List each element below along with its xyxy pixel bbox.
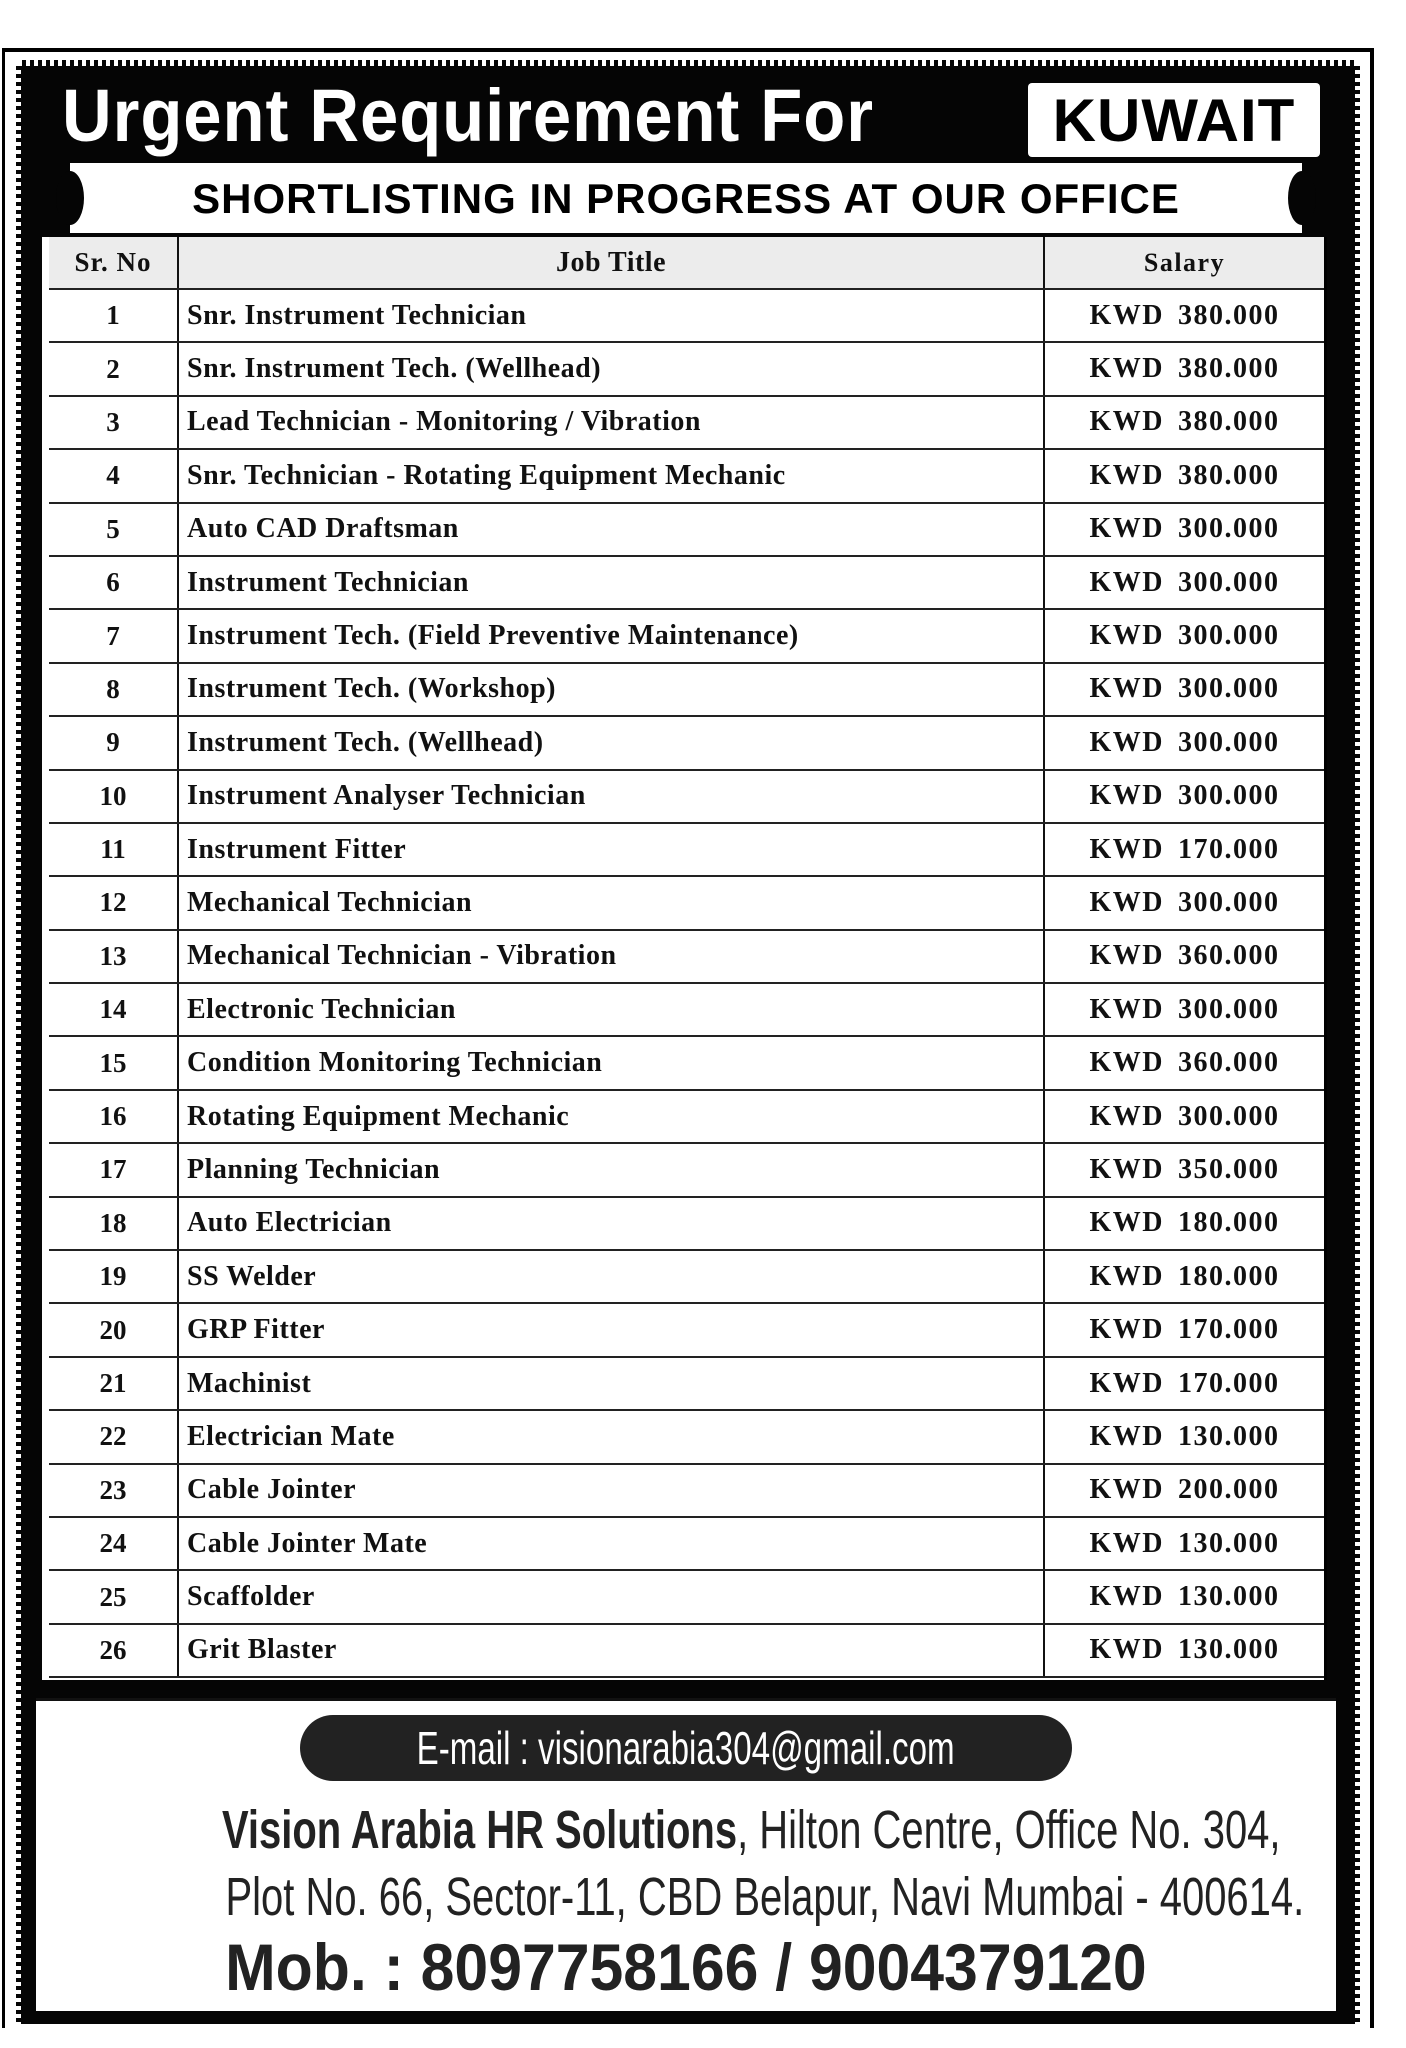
table-row bbox=[49, 396, 1324, 449]
salary-amount: 130.000 bbox=[1178, 1634, 1280, 1666]
salary-currency: KWD bbox=[1089, 1527, 1164, 1559]
cell-sr-no: 23 bbox=[49, 1464, 178, 1517]
cell-sr-no: 8 bbox=[49, 663, 178, 716]
salary-currency: KWD bbox=[1089, 1634, 1164, 1666]
cell-job-title: Electrician Mate bbox=[178, 1410, 1044, 1463]
cell-salary bbox=[1044, 1464, 1324, 1517]
salary-amount: 180.000 bbox=[1178, 1260, 1280, 1292]
cell-job-title: Lead Technician - Monitoring / Vibration bbox=[178, 396, 1044, 449]
cell-sr-no: 13 bbox=[49, 930, 178, 983]
cell-salary bbox=[1044, 1250, 1324, 1303]
cell-sr-no: 25 bbox=[49, 1570, 178, 1623]
cell-job-title: Instrument Tech. (Wellhead) bbox=[178, 716, 1044, 769]
table-row bbox=[49, 770, 1324, 823]
perforated-edge-left bbox=[16, 62, 21, 2024]
cell-job-title: Snr. Instrument Tech. (Wellhead) bbox=[178, 342, 1044, 395]
cell-job-title: Scaffolder bbox=[178, 1570, 1044, 1623]
table-row bbox=[49, 1570, 1324, 1623]
cell-sr-no: 7 bbox=[49, 609, 178, 662]
salary-amount: 130.000 bbox=[1178, 1527, 1280, 1559]
cell-salary bbox=[1044, 342, 1324, 395]
mobile-numbers bbox=[36, 1929, 1336, 2005]
salary-amount: 360.000 bbox=[1178, 1047, 1280, 1079]
salary-currency: KWD bbox=[1089, 406, 1164, 438]
address-line-2 bbox=[36, 1863, 1336, 1931]
table-row bbox=[49, 1197, 1324, 1250]
cell-sr-no: 24 bbox=[49, 1517, 178, 1570]
cell-salary bbox=[1044, 770, 1324, 823]
address-line-1 bbox=[36, 1796, 1336, 1864]
table-row bbox=[49, 1143, 1324, 1196]
cell-job-title: Instrument Tech. (Field Preventive Maintenance) bbox=[178, 609, 1044, 662]
job-table-body bbox=[49, 289, 1324, 1677]
salary-amount: 180.000 bbox=[1178, 1207, 1280, 1239]
salary-amount: 170.000 bbox=[1178, 1314, 1280, 1346]
cell-job-title: Instrument Tech. (Workshop) bbox=[178, 663, 1044, 716]
salary-amount: 300.000 bbox=[1178, 1100, 1280, 1132]
salary-amount: 380.000 bbox=[1178, 353, 1280, 385]
salary-currency: KWD bbox=[1089, 1260, 1164, 1292]
cell-job-title: Cable Jointer bbox=[178, 1464, 1044, 1517]
salary-amount: 300.000 bbox=[1178, 726, 1280, 758]
cell-job-title: Rotating Equipment Mechanic bbox=[178, 1090, 1044, 1143]
table-row bbox=[49, 1036, 1324, 1089]
salary-currency: KWD bbox=[1089, 1581, 1164, 1613]
table-row bbox=[49, 716, 1324, 769]
cell-salary bbox=[1044, 663, 1324, 716]
email-pill[interactable] bbox=[300, 1715, 1072, 1781]
mobile-text: Mob. : 8097758166 / 9004379120 bbox=[225, 1930, 1147, 2004]
salary-currency: KWD bbox=[1089, 1314, 1164, 1346]
cell-sr-no: 10 bbox=[49, 770, 178, 823]
cell-job-title: Instrument Analyser Technician bbox=[178, 770, 1044, 823]
cell-job-title: Condition Monitoring Technician bbox=[178, 1036, 1044, 1089]
cell-salary bbox=[1044, 1036, 1324, 1089]
cell-job-title: Auto Electrician bbox=[178, 1197, 1044, 1250]
salary-amount: 300.000 bbox=[1178, 886, 1280, 918]
salary-currency: KWD bbox=[1089, 886, 1164, 918]
salary-currency: KWD bbox=[1089, 1207, 1164, 1239]
cell-salary bbox=[1044, 1303, 1324, 1356]
cell-sr-no: 20 bbox=[49, 1303, 178, 1356]
cell-job-title: Electronic Technician bbox=[178, 983, 1044, 1036]
cell-sr-no: 9 bbox=[49, 716, 178, 769]
perforated-edge-right bbox=[1355, 62, 1360, 2024]
cell-salary bbox=[1044, 716, 1324, 769]
job-table-container bbox=[42, 237, 1327, 1680]
job-table bbox=[49, 237, 1324, 1678]
cell-sr-no: 4 bbox=[49, 449, 178, 502]
cell-sr-no: 3 bbox=[49, 396, 178, 449]
contact-footer bbox=[36, 1698, 1336, 2011]
cell-sr-no: 12 bbox=[49, 876, 178, 929]
salary-amount: 300.000 bbox=[1178, 673, 1280, 705]
salary-currency: KWD bbox=[1089, 1100, 1164, 1132]
cell-salary bbox=[1044, 503, 1324, 556]
salary-currency: KWD bbox=[1089, 1047, 1164, 1079]
address-line-2-text: Plot No. 66, Sector-11, CBD Belapur, Navi Mumbai - 400614. bbox=[225, 1867, 1305, 1927]
cell-salary bbox=[1044, 1357, 1324, 1410]
salary-amount: 300.000 bbox=[1178, 566, 1280, 598]
cell-salary bbox=[1044, 823, 1324, 876]
cell-job-title: Mechanical Technician bbox=[178, 876, 1044, 929]
cell-sr-no: 5 bbox=[49, 503, 178, 556]
table-row bbox=[49, 1357, 1324, 1410]
salary-amount: 380.000 bbox=[1178, 299, 1280, 331]
table-row bbox=[49, 1410, 1324, 1463]
salary-currency: KWD bbox=[1089, 299, 1164, 331]
table-row bbox=[49, 876, 1324, 929]
cell-sr-no: 18 bbox=[49, 1197, 178, 1250]
cell-sr-no: 19 bbox=[49, 1250, 178, 1303]
salary-currency: KWD bbox=[1089, 726, 1164, 758]
salary-currency: KWD bbox=[1089, 1153, 1164, 1185]
salary-currency: KWD bbox=[1089, 780, 1164, 812]
table-row bbox=[49, 823, 1324, 876]
table-row bbox=[49, 342, 1324, 395]
salary-currency: KWD bbox=[1089, 513, 1164, 545]
cell-salary bbox=[1044, 609, 1324, 662]
salary-amount: 300.000 bbox=[1178, 993, 1280, 1025]
table-row bbox=[49, 289, 1324, 342]
salary-currency: KWD bbox=[1089, 566, 1164, 598]
table-row bbox=[49, 930, 1324, 983]
cell-salary bbox=[1044, 930, 1324, 983]
cell-job-title: Machinist bbox=[178, 1357, 1044, 1410]
cell-salary bbox=[1044, 1624, 1324, 1677]
cell-sr-no: 17 bbox=[49, 1143, 178, 1196]
cell-sr-no: 22 bbox=[49, 1410, 178, 1463]
cell-salary bbox=[1044, 396, 1324, 449]
cell-job-title: Grit Blaster bbox=[178, 1624, 1044, 1677]
salary-amount: 300.000 bbox=[1178, 620, 1280, 652]
salary-currency: KWD bbox=[1089, 459, 1164, 491]
table-row bbox=[49, 449, 1324, 502]
salary-amount: 380.000 bbox=[1178, 406, 1280, 438]
headline: Urgent Requirement For bbox=[62, 74, 874, 157]
cell-sr-no: 15 bbox=[49, 1036, 178, 1089]
cell-sr-no: 16 bbox=[49, 1090, 178, 1143]
salary-amount: 300.000 bbox=[1178, 780, 1280, 812]
salary-amount: 170.000 bbox=[1178, 833, 1280, 865]
cell-sr-no: 26 bbox=[49, 1624, 178, 1677]
perforated-edge-top bbox=[18, 60, 1358, 66]
salary-amount: 360.000 bbox=[1178, 940, 1280, 972]
salary-currency: KWD bbox=[1089, 1367, 1164, 1399]
table-row bbox=[49, 556, 1324, 609]
cell-job-title: Instrument Fitter bbox=[178, 823, 1044, 876]
column-header-sr-no: Sr. No bbox=[49, 237, 178, 289]
cell-salary bbox=[1044, 1570, 1324, 1623]
column-header-job-title: Job Title bbox=[178, 237, 1044, 289]
table-header-row bbox=[49, 237, 1324, 289]
salary-currency: KWD bbox=[1089, 940, 1164, 972]
table-row bbox=[49, 1090, 1324, 1143]
salary-amount: 300.000 bbox=[1178, 513, 1280, 545]
ribbon-text: SHORTLISTING IN PROGRESS AT OUR OFFICE bbox=[192, 175, 1180, 222]
salary-amount: 170.000 bbox=[1178, 1367, 1280, 1399]
table-row bbox=[49, 1624, 1324, 1677]
salary-currency: KWD bbox=[1089, 620, 1164, 652]
table-row bbox=[49, 663, 1324, 716]
cell-sr-no: 21 bbox=[49, 1357, 178, 1410]
cell-sr-no: 11 bbox=[49, 823, 178, 876]
salary-amount: 130.000 bbox=[1178, 1420, 1280, 1452]
salary-currency: KWD bbox=[1089, 833, 1164, 865]
cell-salary bbox=[1044, 289, 1324, 342]
cell-sr-no: 1 bbox=[49, 289, 178, 342]
email-text: E-mail : visionarabia304@gmail.com bbox=[417, 1722, 955, 1774]
cell-job-title: Cable Jointer Mate bbox=[178, 1517, 1044, 1570]
cell-job-title: Mechanical Technician - Vibration bbox=[178, 930, 1044, 983]
cell-salary bbox=[1044, 1410, 1324, 1463]
column-header-salary: Salary bbox=[1044, 237, 1324, 289]
cell-salary bbox=[1044, 876, 1324, 929]
table-row bbox=[49, 1303, 1324, 1356]
table-row bbox=[49, 1250, 1324, 1303]
salary-currency: KWD bbox=[1089, 1474, 1164, 1506]
salary-currency: KWD bbox=[1089, 1420, 1164, 1452]
salary-currency: KWD bbox=[1089, 353, 1164, 385]
cell-salary bbox=[1044, 1197, 1324, 1250]
cell-salary bbox=[1044, 1090, 1324, 1143]
salary-currency: KWD bbox=[1089, 673, 1164, 705]
cell-salary bbox=[1044, 1517, 1324, 1570]
address-line-1-rest: , Hilton Centre, Office No. 304, bbox=[737, 1800, 1281, 1860]
salary-amount: 130.000 bbox=[1178, 1581, 1280, 1613]
cell-job-title: Snr. Instrument Technician bbox=[178, 289, 1044, 342]
table-row bbox=[49, 983, 1324, 1036]
shortlisting-ribbon bbox=[70, 163, 1302, 233]
cell-salary bbox=[1044, 556, 1324, 609]
cell-job-title: GRP Fitter bbox=[178, 1303, 1044, 1356]
cell-sr-no: 2 bbox=[49, 342, 178, 395]
salary-currency: KWD bbox=[1089, 993, 1164, 1025]
cell-salary bbox=[1044, 449, 1324, 502]
table-row bbox=[49, 609, 1324, 662]
cell-job-title: Snr. Technician - Rotating Equipment Mechanic bbox=[178, 449, 1044, 502]
salary-amount: 350.000 bbox=[1178, 1153, 1280, 1185]
cell-salary bbox=[1044, 983, 1324, 1036]
cell-job-title: Instrument Technician bbox=[178, 556, 1044, 609]
cell-job-title: Planning Technician bbox=[178, 1143, 1044, 1196]
country-badge: KUWAIT bbox=[1028, 83, 1320, 157]
table-row bbox=[49, 503, 1324, 556]
salary-amount: 200.000 bbox=[1178, 1474, 1280, 1506]
company-name: Vision Arabia HR Solutions bbox=[221, 1800, 738, 1860]
cell-job-title: Auto CAD Draftsman bbox=[178, 503, 1044, 556]
salary-amount: 380.000 bbox=[1178, 459, 1280, 491]
table-row bbox=[49, 1464, 1324, 1517]
cell-sr-no: 14 bbox=[49, 983, 178, 1036]
cell-salary bbox=[1044, 1143, 1324, 1196]
table-row bbox=[49, 1517, 1324, 1570]
cell-job-title: SS Welder bbox=[178, 1250, 1044, 1303]
cell-sr-no: 6 bbox=[49, 556, 178, 609]
